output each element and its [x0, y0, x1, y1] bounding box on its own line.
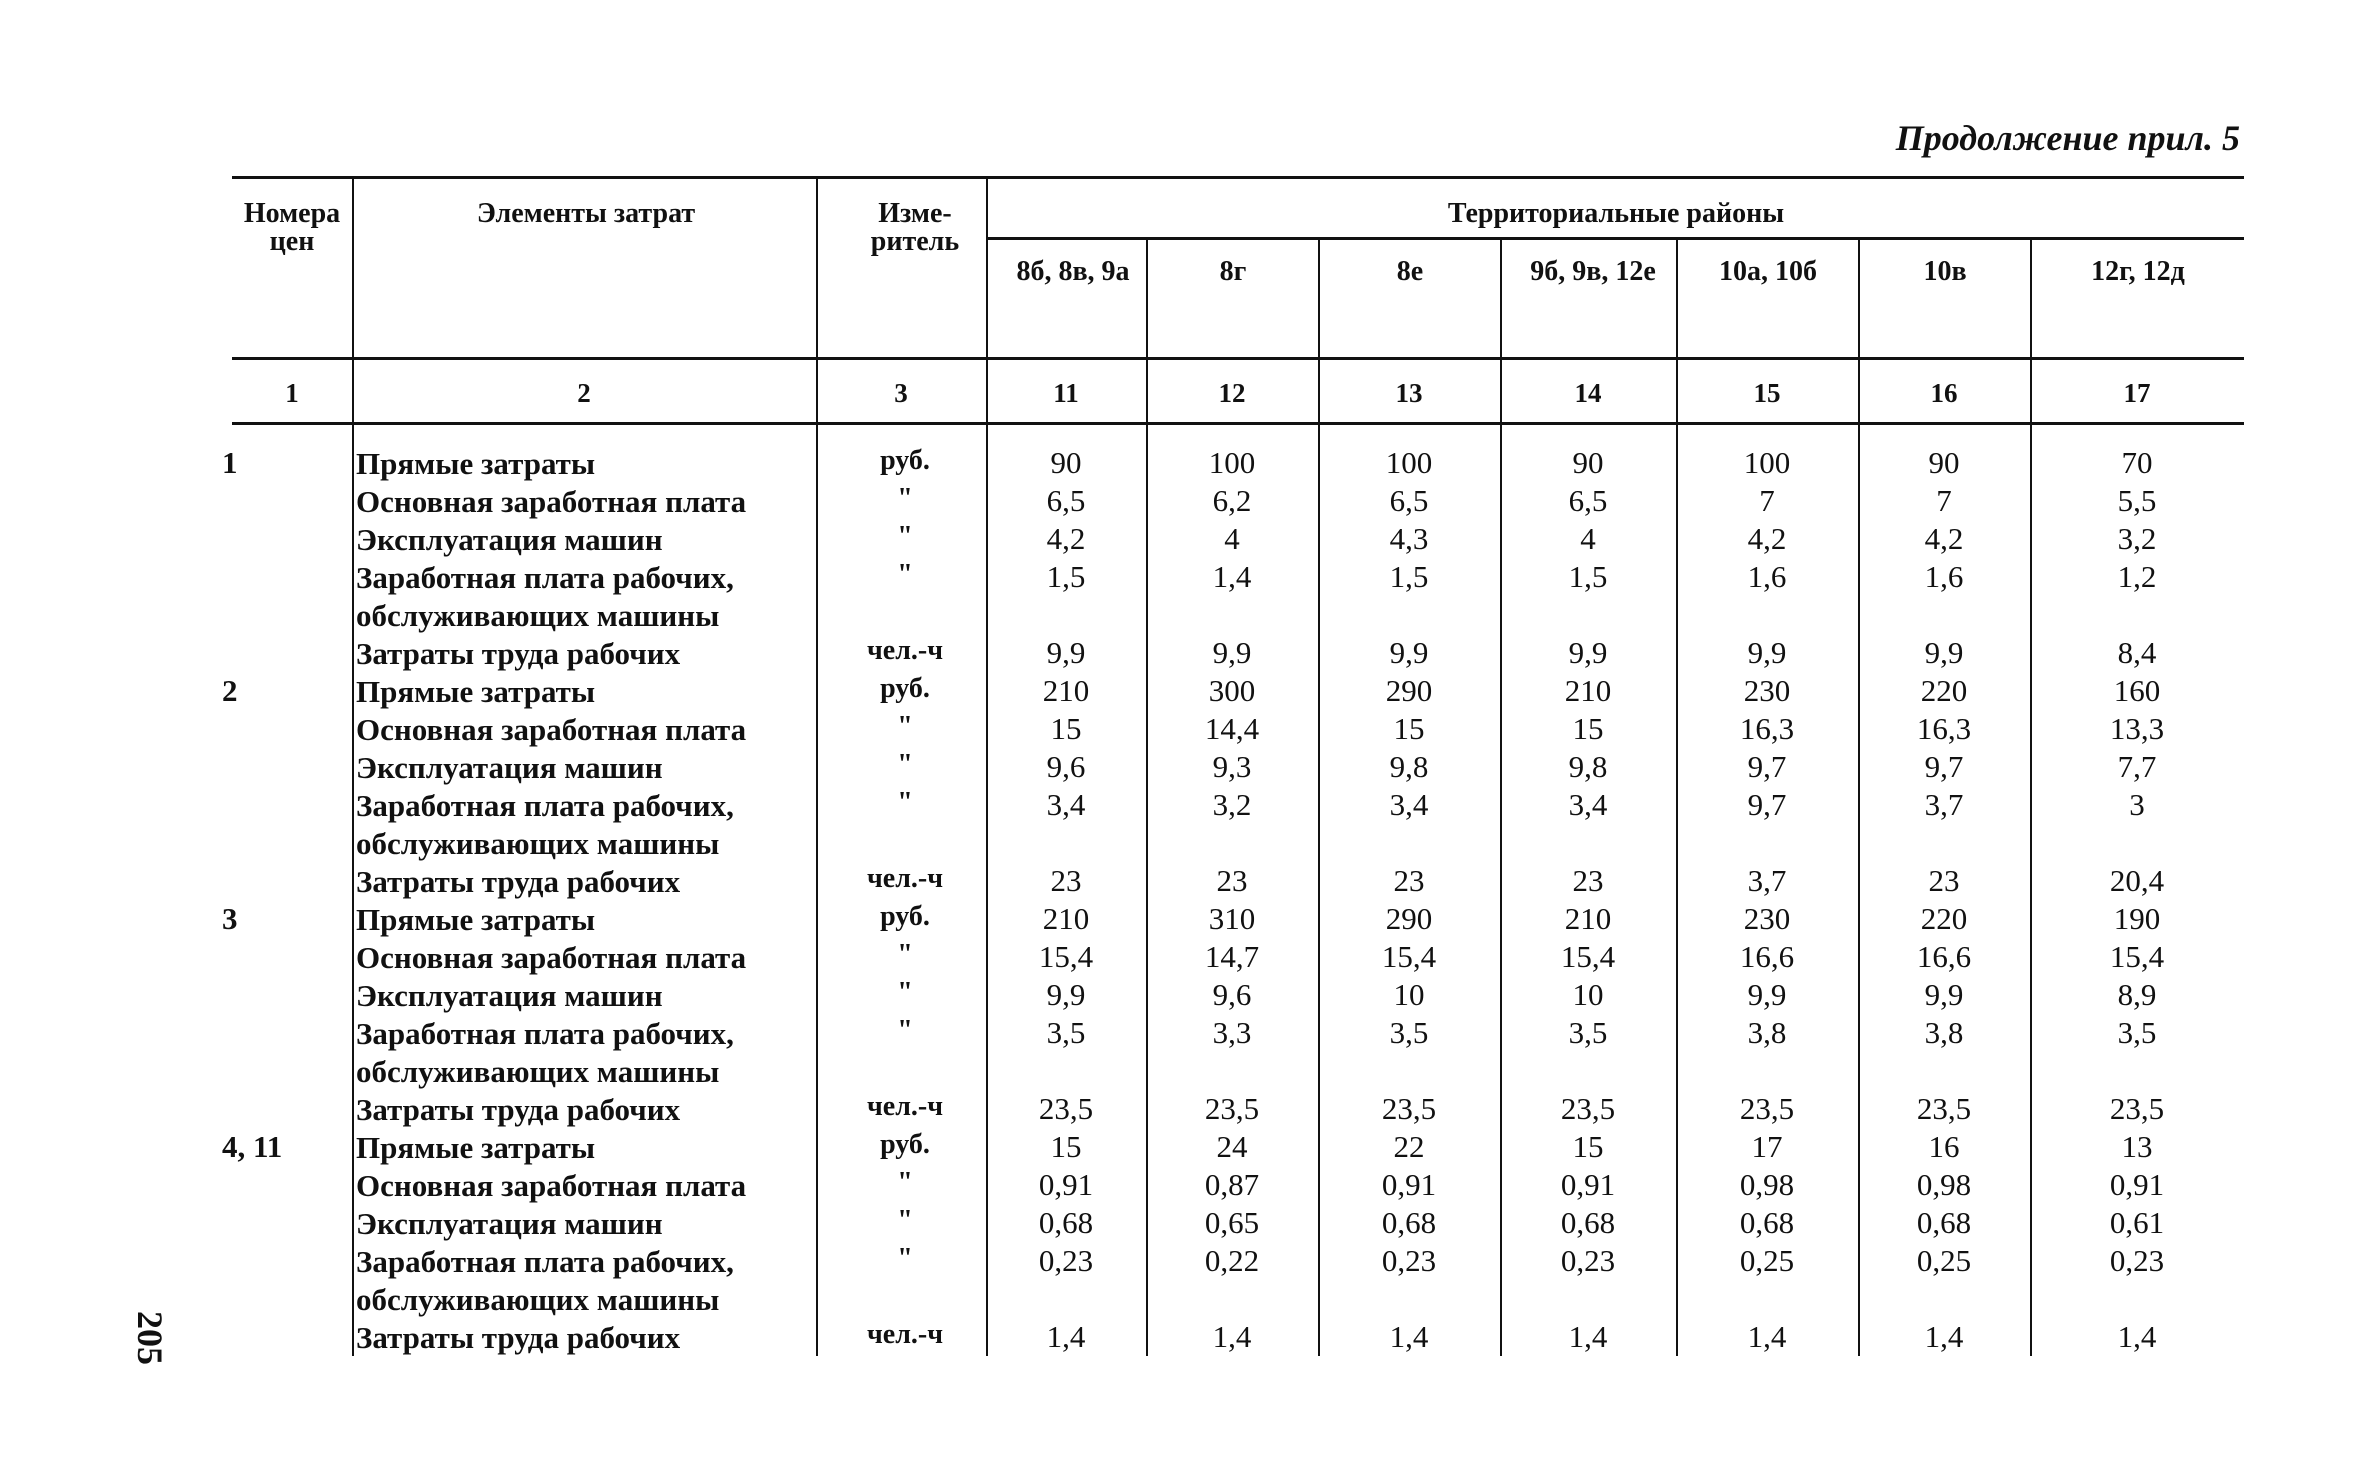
value-cell: 9,9	[1568, 635, 1608, 670]
value-cell: 90	[1572, 445, 1604, 480]
value-cell: 9,9	[1389, 635, 1429, 670]
value-cell: 220	[1920, 673, 1968, 708]
value-cell: 8,4	[2117, 635, 2157, 670]
value-cell: 6,5	[1389, 483, 1429, 518]
value-cell: 4	[1580, 521, 1596, 556]
district-header: 12г, 12д	[2091, 256, 2185, 287]
value-cell: 15,4	[1381, 939, 1437, 974]
value-cell: 16,6	[1739, 939, 1795, 974]
district-header: 8е	[1396, 256, 1424, 287]
header-number: Номера цен	[243, 198, 341, 257]
value-cell: 210	[1564, 673, 1612, 708]
column-numbers-rule	[232, 422, 2244, 425]
value-cell: 290	[1385, 901, 1433, 936]
value-cell: 6,5	[1568, 483, 1608, 518]
value-cell: 15,4	[1560, 939, 1616, 974]
header-elements: Элементы затрат	[476, 198, 696, 229]
unit: "	[897, 787, 913, 818]
value-cell: 0,23	[1381, 1243, 1437, 1278]
cost-element: Основная заработная плата	[356, 712, 747, 747]
value-cell: 22	[1393, 1129, 1425, 1164]
column-number: 11	[1053, 378, 1079, 408]
value-cell: 0,68	[1739, 1205, 1795, 1240]
value-cell: 290	[1385, 673, 1433, 708]
unit: "	[897, 711, 913, 742]
value-cell: 1,4	[1212, 1319, 1252, 1354]
value-cell: 1,5	[1568, 559, 1608, 594]
value-cell: 1,4	[1389, 1319, 1429, 1354]
column-number: 17	[2123, 378, 2151, 408]
value-cell: 210	[1042, 673, 1090, 708]
value-cell: 10	[1572, 977, 1604, 1012]
cost-element: Основная заработная плата	[356, 940, 747, 975]
table-top-rule	[232, 176, 2244, 179]
value-cell: 3,3	[1212, 1015, 1252, 1050]
district-header: 8б, 8в, 9а	[1016, 256, 1130, 287]
value-cell: 0,23	[1038, 1243, 1094, 1278]
cost-element: Эксплуатация машин	[356, 978, 663, 1013]
unit: чел.-ч	[866, 1091, 944, 1122]
value-cell: 23,5	[2109, 1091, 2165, 1126]
value-cell: 4,2	[1046, 521, 1086, 556]
cost-element: Прямые затраты	[356, 674, 596, 709]
value-cell: 9,7	[1924, 749, 1964, 784]
value-cell: 3,5	[1389, 1015, 1429, 1050]
value-cell: 0,25	[1916, 1243, 1972, 1278]
value-cell: 23	[1050, 863, 1082, 898]
value-cell: 15,4	[2109, 939, 2165, 974]
row-number: 2	[222, 673, 238, 708]
value-cell: 1,4	[1568, 1319, 1608, 1354]
row-number: 4, 11	[222, 1129, 283, 1164]
value-cell: 0,68	[1916, 1205, 1972, 1240]
value-cell: 0,91	[1038, 1167, 1094, 1202]
value-cell: 190	[2113, 901, 2161, 936]
column-number: 3	[894, 378, 908, 408]
cost-element: Эксплуатация машин	[356, 1206, 663, 1241]
cost-element: Прямые затраты	[356, 902, 596, 937]
value-cell: 90	[1050, 445, 1082, 480]
district-header: 9б, 9в, 12е	[1530, 256, 1656, 287]
value-cell: 3,5	[1046, 1015, 1086, 1050]
value-cell: 23,5	[1739, 1091, 1795, 1126]
cost-element: Заработная плата рабочих, обслуживающих машины	[356, 1016, 734, 1089]
value-cell: 1,4	[1046, 1319, 1086, 1354]
value-cell: 9,9	[1212, 635, 1252, 670]
value-cell: 3,8	[1747, 1015, 1787, 1050]
cost-element: Эксплуатация машин	[356, 750, 663, 785]
value-cell: 310	[1208, 901, 1256, 936]
value-cell: 3,8	[1924, 1015, 1964, 1050]
value-cell: 23,5	[1038, 1091, 1094, 1126]
cost-element: Прямые затраты	[356, 446, 596, 481]
value-cell: 230	[1743, 673, 1791, 708]
value-cell: 220	[1920, 901, 1968, 936]
unit: "	[897, 521, 913, 552]
value-cell: 14,4	[1204, 711, 1260, 746]
value-cell: 90	[1928, 445, 1960, 480]
value-cell: 24	[1216, 1129, 1248, 1164]
value-cell: 3,5	[2117, 1015, 2157, 1050]
value-cell: 9,7	[1747, 749, 1787, 784]
unit: "	[897, 1243, 913, 1274]
value-cell: 100	[1208, 445, 1256, 480]
header-districts: Территориальные районы	[1447, 198, 1785, 229]
value-cell: 210	[1042, 901, 1090, 936]
value-cell: 15	[1050, 1129, 1082, 1164]
value-cell: 9,8	[1389, 749, 1429, 784]
value-cell: 4,2	[1747, 521, 1787, 556]
value-cell: 3,7	[1924, 787, 1964, 822]
value-cell: 17	[1751, 1129, 1783, 1164]
value-cell: 9,9	[1747, 977, 1787, 1012]
value-cell: 15,4	[1038, 939, 1094, 974]
row-number: 3	[222, 901, 238, 936]
column-number: 14	[1574, 378, 1602, 408]
cost-element: Затраты труда рабочих	[356, 636, 681, 671]
value-cell: 23,5	[1204, 1091, 1260, 1126]
value-cell: 4	[1224, 521, 1240, 556]
value-cell: 7,7	[2117, 749, 2157, 784]
value-cell: 1,4	[1747, 1319, 1787, 1354]
value-cell: 0,68	[1560, 1205, 1616, 1240]
value-cell: 6,5	[1046, 483, 1086, 518]
value-cell: 15	[1393, 711, 1425, 746]
value-cell: 13	[2121, 1129, 2153, 1164]
value-cell: 9,9	[1046, 977, 1086, 1012]
unit: чел.-ч	[866, 1319, 944, 1350]
value-cell: 15	[1050, 711, 1082, 746]
value-cell: 7	[1759, 483, 1775, 518]
value-cell: 3	[2129, 787, 2145, 822]
value-cell: 0,61	[2109, 1205, 2165, 1240]
value-cell: 9,6	[1212, 977, 1252, 1012]
value-cell: 4,3	[1389, 521, 1429, 556]
value-cell: 0,91	[1381, 1167, 1437, 1202]
value-cell: 3,2	[1212, 787, 1252, 822]
unit: "	[897, 939, 913, 970]
value-cell: 0,25	[1739, 1243, 1795, 1278]
unit: руб.	[880, 445, 930, 476]
value-cell: 1,6	[1747, 559, 1787, 594]
cost-element: Заработная плата рабочих, обслуживающих машины	[356, 1244, 734, 1317]
districts-header-rule	[988, 237, 2244, 240]
value-cell: 16,3	[1739, 711, 1795, 746]
value-cell: 14,7	[1204, 939, 1260, 974]
value-cell: 16	[1928, 1129, 1960, 1164]
value-cell: 1,2	[2117, 559, 2157, 594]
value-cell: 23	[1216, 863, 1248, 898]
cost-element: Эксплуатация машин	[356, 522, 663, 557]
unit: "	[897, 1167, 913, 1198]
value-cell: 16,6	[1916, 939, 1972, 974]
value-cell: 16,3	[1916, 711, 1972, 746]
district-header: 10а, 10б	[1719, 256, 1817, 287]
unit: "	[897, 1015, 913, 1046]
col-divider	[352, 176, 354, 1356]
value-cell: 23	[1393, 863, 1425, 898]
value-cell: 7	[1936, 483, 1952, 518]
value-cell: 0,91	[1560, 1167, 1616, 1202]
value-cell: 9,8	[1568, 749, 1608, 784]
value-cell: 23,5	[1381, 1091, 1437, 1126]
unit: чел.-ч	[866, 635, 944, 666]
cost-element: Основная заработная плата	[356, 484, 747, 519]
value-cell: 3,5	[1568, 1015, 1608, 1050]
value-cell: 4,2	[1924, 521, 1964, 556]
value-cell: 5,5	[2117, 483, 2157, 518]
value-cell: 1,6	[1924, 559, 1964, 594]
value-cell: 300	[1208, 673, 1256, 708]
cost-element: Затраты труда рабочих	[356, 864, 681, 899]
value-cell: 0,23	[1560, 1243, 1616, 1278]
value-cell: 0,98	[1739, 1167, 1795, 1202]
value-cell: 100	[1743, 445, 1791, 480]
page-number: 205	[130, 1311, 170, 1365]
column-number: 15	[1753, 378, 1781, 408]
value-cell: 1,4	[1924, 1319, 1964, 1354]
cost-element: Прямые затраты	[356, 1130, 596, 1165]
column-number: 13	[1395, 378, 1423, 408]
unit: чел.-ч	[866, 863, 944, 894]
value-cell: 23	[1928, 863, 1960, 898]
unit: "	[897, 977, 913, 1008]
unit: руб.	[880, 1129, 930, 1160]
value-cell: 1,4	[2117, 1319, 2157, 1354]
value-cell: 10	[1393, 977, 1425, 1012]
cost-element: Заработная плата рабочих, обслуживающих машины	[356, 788, 734, 861]
column-number: 16	[1930, 378, 1958, 408]
value-cell: 9,6	[1046, 749, 1086, 784]
unit: руб.	[880, 901, 930, 932]
header-unit: Изме- ритель	[870, 198, 960, 257]
value-cell: 0,23	[2109, 1243, 2165, 1278]
cost-element: Заработная плата рабочих, обслуживающих машины	[356, 560, 734, 633]
unit: "	[897, 1205, 913, 1236]
value-cell: 210	[1564, 901, 1612, 936]
value-cell: 9,3	[1212, 749, 1252, 784]
value-cell: 0,91	[2109, 1167, 2165, 1202]
value-cell: 230	[1743, 901, 1791, 936]
unit: "	[897, 559, 913, 590]
value-cell: 23	[1572, 863, 1604, 898]
column-number: 2	[577, 378, 591, 408]
value-cell: 1,5	[1046, 559, 1086, 594]
unit: руб.	[880, 673, 930, 704]
cost-element: Основная заработная плата	[356, 1168, 747, 1203]
row-number: 1	[222, 445, 238, 480]
value-cell: 3,2	[2117, 521, 2157, 556]
value-cell: 160	[2113, 673, 2161, 708]
value-cell: 6,2	[1212, 483, 1252, 518]
continuation-note: Продолжение прил. 5	[1895, 118, 2240, 158]
column-number: 12	[1218, 378, 1246, 408]
value-cell: 9,7	[1747, 787, 1787, 822]
value-cell: 9,9	[1924, 635, 1964, 670]
value-cell: 3,4	[1568, 787, 1608, 822]
district-header: 10в	[1923, 256, 1967, 287]
value-cell: 1,5	[1389, 559, 1429, 594]
value-cell: 0,68	[1381, 1205, 1437, 1240]
value-cell: 9,9	[1924, 977, 1964, 1012]
cost-element: Затраты труда рабочих	[356, 1320, 681, 1355]
unit: "	[897, 483, 913, 514]
value-cell: 100	[1385, 445, 1433, 480]
value-cell: 3,4	[1046, 787, 1086, 822]
value-cell: 15	[1572, 711, 1604, 746]
value-cell: 0,98	[1916, 1167, 1972, 1202]
value-cell: 0,65	[1204, 1205, 1260, 1240]
header-bottom-rule	[232, 357, 2244, 360]
value-cell: 13,3	[2109, 711, 2165, 746]
value-cell: 20,4	[2109, 863, 2165, 898]
value-cell: 3,7	[1747, 863, 1787, 898]
col-divider	[816, 176, 818, 1356]
value-cell: 0,87	[1204, 1167, 1260, 1202]
value-cell: 9,9	[1046, 635, 1086, 670]
value-cell: 15	[1572, 1129, 1604, 1164]
value-cell: 9,9	[1747, 635, 1787, 670]
unit: "	[897, 749, 913, 780]
value-cell: 23,5	[1560, 1091, 1616, 1126]
value-cell: 0,22	[1204, 1243, 1260, 1278]
value-cell: 0,68	[1038, 1205, 1094, 1240]
value-cell: 23,5	[1916, 1091, 1972, 1126]
value-cell: 8,9	[2117, 977, 2157, 1012]
value-cell: 1,4	[1212, 559, 1252, 594]
cost-element: Затраты труда рабочих	[356, 1092, 681, 1127]
column-number: 1	[285, 378, 299, 408]
value-cell: 3,4	[1389, 787, 1429, 822]
value-cell: 70	[2121, 445, 2153, 480]
district-header: 8г	[1219, 256, 1247, 287]
